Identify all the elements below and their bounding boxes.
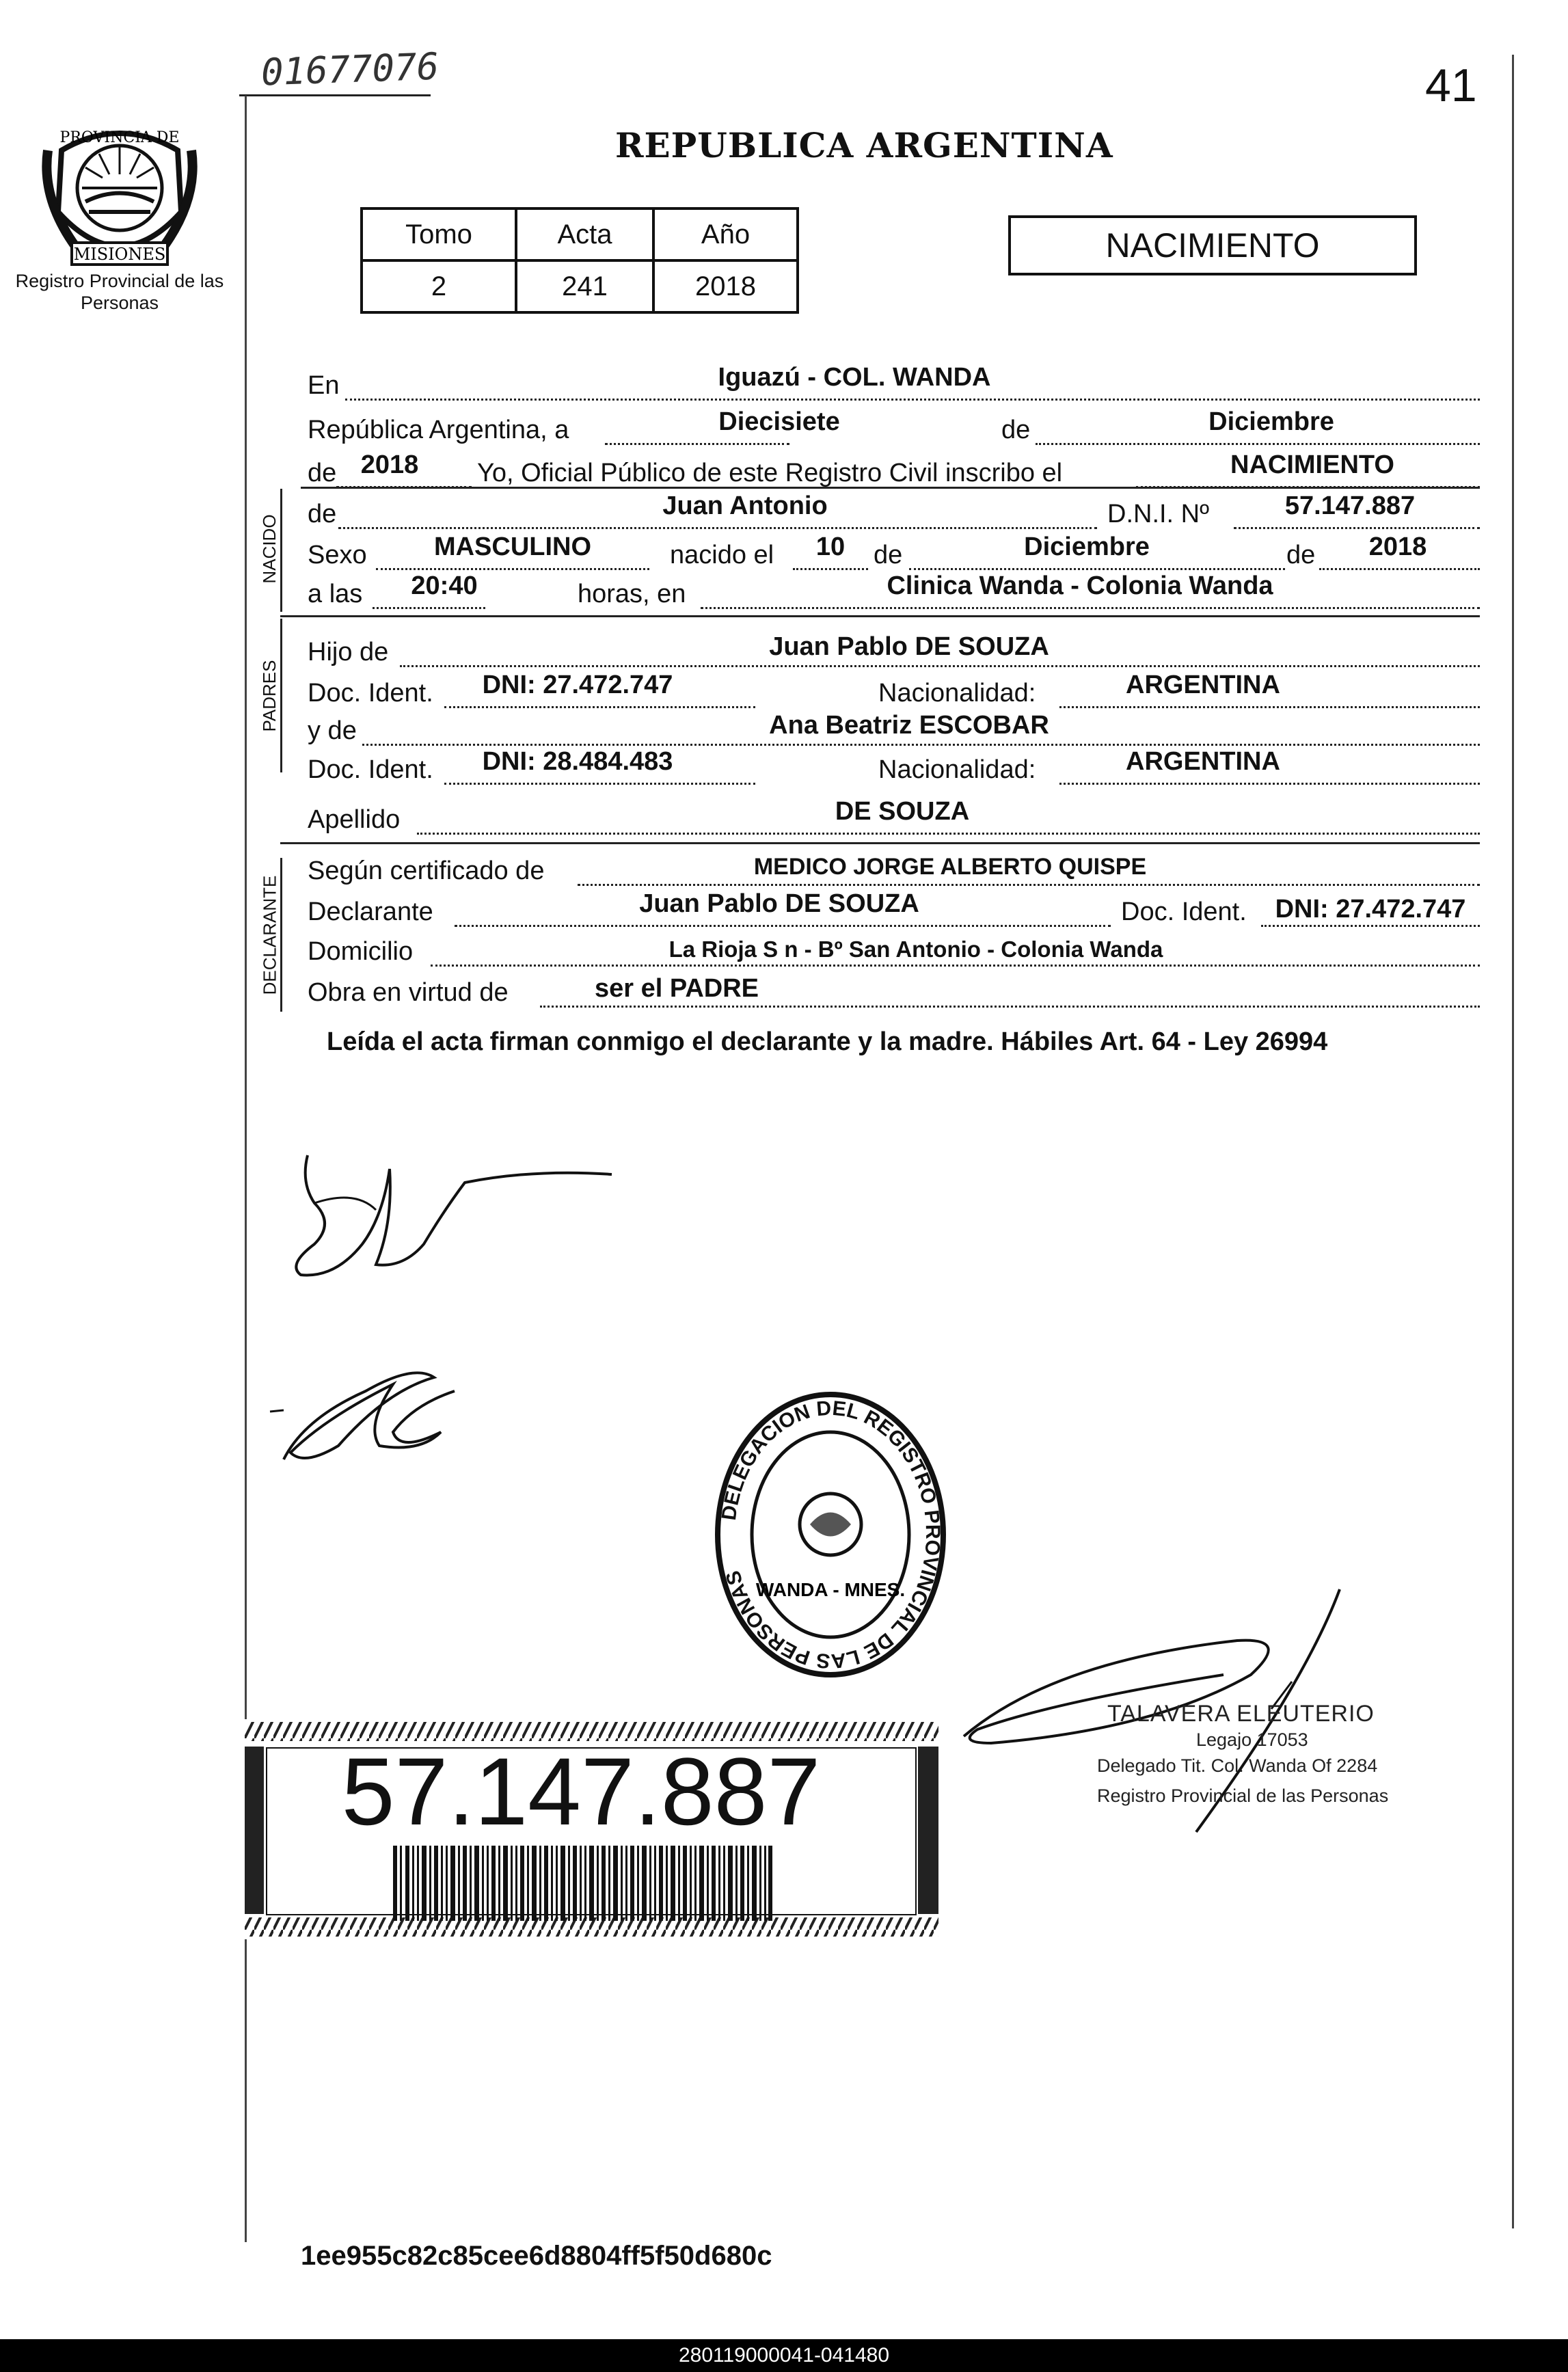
child-name: Juan Antonio bbox=[662, 491, 828, 520]
document-serial: 01677076 bbox=[260, 44, 440, 94]
crest-text-bottom: MISIONES bbox=[73, 245, 166, 264]
officer-role: Delegado Tit. Col. Wanda Of 2284 bbox=[1097, 1755, 1378, 1776]
month-value: Diciembre bbox=[1208, 407, 1334, 436]
dom-label: Domicilio bbox=[308, 937, 414, 966]
crest-text-top: PROVINCIA DE bbox=[59, 129, 180, 146]
cert-label: Según certificado de bbox=[308, 857, 545, 885]
nac-label-2: Nacionalidad: bbox=[878, 755, 1036, 784]
line-sexo bbox=[308, 533, 1480, 573]
line-certificado bbox=[308, 854, 1480, 889]
mother-signature bbox=[263, 1350, 509, 1473]
closing-statement: Leída el acta firman conmigo el declarante y la madre. Hábiles Art. 64 - Ley 26994 bbox=[327, 1027, 1328, 1056]
father-name: Juan Pablo DE SOUZA bbox=[769, 632, 1049, 661]
father-doc: DNI: 27.472.747 bbox=[482, 671, 673, 699]
nacido-section-label: NACIDO bbox=[259, 514, 280, 584]
right-margin-line bbox=[1512, 55, 1514, 2228]
line-a-las bbox=[308, 571, 1480, 612]
de-label-2: de bbox=[308, 459, 337, 487]
line-declarante bbox=[308, 889, 1480, 930]
horas-label: horas, en bbox=[578, 580, 686, 608]
record-type-box: NACIMIENTO bbox=[1008, 215, 1417, 275]
country-title: REPUBLICA ARGENTINA bbox=[615, 125, 1113, 165]
document-hash: 1ee955c82c85cee6d8804ff5f50d680c bbox=[301, 2241, 772, 2271]
acta-header: Acta bbox=[516, 208, 653, 260]
year-value: 2018 bbox=[360, 450, 419, 479]
de-label-3: de bbox=[308, 500, 337, 528]
republica-label: República Argentina, a bbox=[308, 416, 569, 444]
sexo-value: MASCULINO bbox=[433, 533, 592, 561]
declarant-signature bbox=[273, 1142, 629, 1299]
place-value: Iguazú - COL. WANDA bbox=[718, 363, 991, 392]
provincial-crest-icon bbox=[34, 109, 205, 280]
father-nationality: ARGENTINA bbox=[1126, 671, 1280, 699]
birth-place: Clinica Wanda - Colonia Wanda bbox=[887, 571, 1273, 600]
ano-header: Año bbox=[653, 208, 798, 260]
birth-month: Diciembre bbox=[1024, 533, 1150, 561]
line-mother-doc bbox=[308, 747, 1480, 787]
barcode-bars bbox=[393, 1846, 772, 1921]
apellido-value: DE SOUZA bbox=[835, 797, 970, 826]
event-value: NACIMIENTO bbox=[1230, 450, 1394, 479]
nacido-el-label: nacido el bbox=[670, 541, 774, 569]
mother-name: Ana Beatriz ESCOBAR bbox=[769, 711, 1049, 740]
child-dni: 57.147.887 bbox=[1284, 491, 1416, 520]
obra-label: Obra en virtud de bbox=[308, 978, 509, 1007]
doc-label-1: Doc. Ident. bbox=[308, 679, 433, 707]
serial-underline bbox=[239, 94, 431, 96]
apellido-label: Apellido bbox=[308, 805, 401, 834]
officer-registry: Registro Provincial de las Personas bbox=[1097, 1785, 1389, 1806]
day-value: Diecisiete bbox=[718, 407, 840, 436]
doc-label-3: Doc. Ident. bbox=[1121, 898, 1247, 926]
birth-day: 10 bbox=[815, 533, 846, 561]
en-label: En bbox=[308, 371, 340, 400]
de-label-4: de bbox=[874, 541, 903, 569]
yo-label: Yo, Oficial Público de este Registro Civil inscribo el bbox=[477, 459, 1063, 487]
mother-nationality: ARGENTINA bbox=[1126, 747, 1280, 776]
a-las-label: a las bbox=[308, 580, 363, 608]
record-table bbox=[360, 207, 799, 314]
dom-value: La Rioja S n - Bº San Antonio - Colonia Wanda bbox=[668, 936, 1163, 962]
de-label-5: de bbox=[1286, 541, 1316, 569]
line-obra bbox=[308, 976, 1480, 1010]
line-y-de bbox=[308, 711, 1480, 749]
line-republica bbox=[308, 407, 1480, 448]
decl-doc: DNI: 27.472.747 bbox=[1275, 895, 1466, 924]
cert-value: MEDICO JORGE ALBERTO QUISPE bbox=[753, 854, 1147, 880]
line-domicilio bbox=[308, 935, 1480, 969]
nac-label-1: Nacionalidad: bbox=[878, 679, 1036, 707]
mother-doc: DNI: 28.484.483 bbox=[482, 747, 673, 776]
tomo-header: Tomo bbox=[362, 208, 516, 260]
de-label-1: de bbox=[1001, 416, 1031, 444]
decl-label: Declarante bbox=[308, 898, 433, 926]
page-number: 41 bbox=[1425, 59, 1477, 111]
seal-outer-text: DELEGACION DEL REGISTRO PROVINCIAL DE LAS PERSONAS bbox=[717, 1397, 945, 1673]
tomo-value: 2 bbox=[362, 260, 516, 312]
birth-year: 2018 bbox=[1368, 533, 1427, 561]
doc-label-2: Doc. Ident. bbox=[308, 755, 433, 784]
line-yo bbox=[308, 450, 1480, 491]
acta-value: 241 bbox=[516, 260, 653, 312]
line-nacido-name bbox=[308, 491, 1480, 532]
ano-value: 2018 bbox=[653, 260, 798, 312]
dni-label: D.N.I. Nº bbox=[1107, 500, 1209, 528]
line-apellido bbox=[308, 797, 1480, 837]
declarante-section-label: DECLARANTE bbox=[259, 875, 280, 995]
barcode-number: 57.147.887 bbox=[341, 1738, 821, 1845]
seal-inner-text: WANDA - MNES. bbox=[755, 1579, 906, 1600]
line-hijo-de bbox=[308, 632, 1480, 670]
officer-legajo: Legajo 17053 bbox=[1196, 1729, 1308, 1750]
officer-name: TALAVERA ELEUTERIO bbox=[1107, 1701, 1375, 1727]
line-en bbox=[308, 363, 1480, 403]
footer-code-bar: 280119000041-041480 bbox=[0, 2339, 1568, 2372]
official-seal-stamp bbox=[694, 1377, 967, 1692]
line-father-doc bbox=[308, 671, 1480, 711]
y-de-label: y de bbox=[308, 716, 357, 745]
registry-label: Registro Provincial de las Personas bbox=[15, 271, 224, 313]
decl-name: Juan Pablo DE SOUZA bbox=[639, 889, 919, 918]
hijo-label: Hijo de bbox=[308, 638, 389, 666]
padres-section-label: PADRES bbox=[259, 660, 280, 732]
obra-value: ser el PADRE bbox=[594, 974, 759, 1003]
sexo-label: Sexo bbox=[308, 541, 367, 569]
birth-time: 20:40 bbox=[411, 571, 478, 600]
